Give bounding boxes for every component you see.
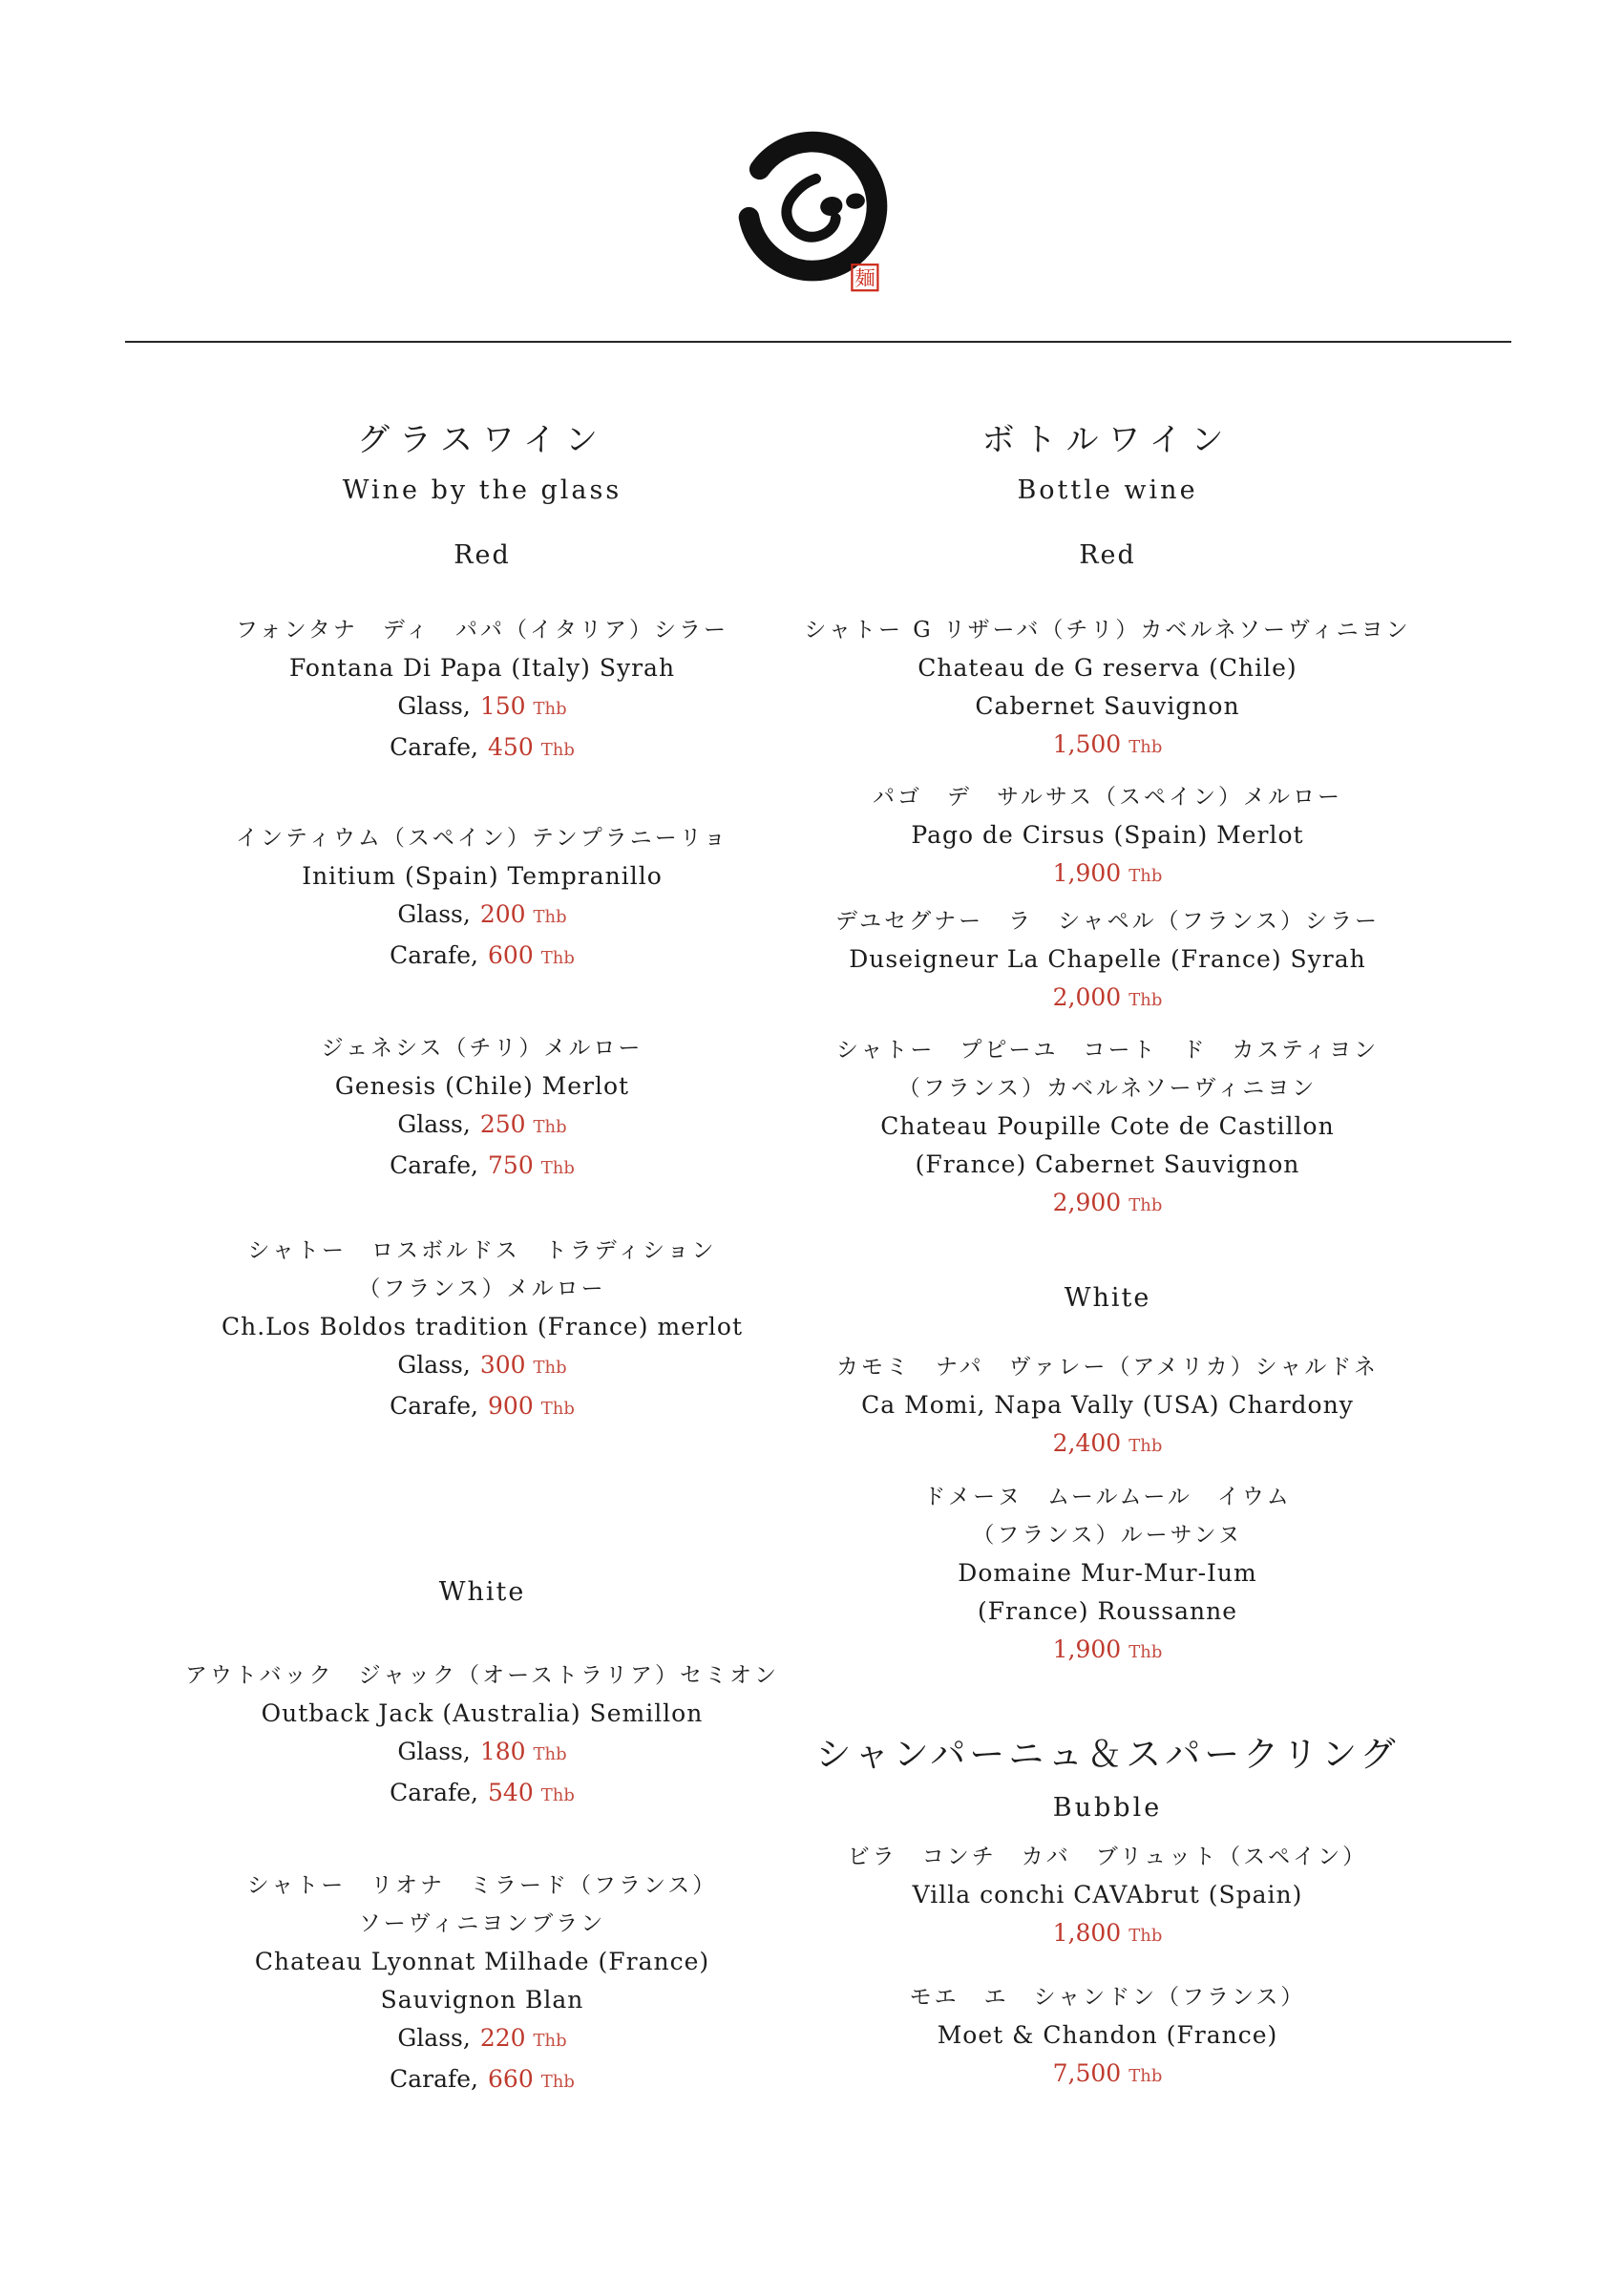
item-name-en: Pago de Cirsus (Spain) Merlot [911, 821, 1304, 849]
item-name-jp: ドメーヌ ムールムール イウム [923, 1485, 1292, 1509]
menu-item [129, 1029, 835, 1188]
bottle-red-heading: Red [1079, 540, 1136, 570]
glass-price-line [129, 2019, 835, 2060]
menu-item [759, 1478, 1456, 1672]
bottle-price: 1,800 [1052, 1919, 1122, 1947]
carafe-price-line [129, 1387, 835, 1428]
carafe-price: 660 [488, 2065, 534, 2093]
glass-label: Glass, [397, 900, 471, 928]
item-name-en: Chateau de G reserva (Chile) [917, 654, 1297, 682]
currency-label: Thb [1128, 990, 1163, 1010]
glass-title-jp: グラスワイン [357, 421, 607, 459]
menu-item [759, 902, 1456, 1020]
carafe-price: 750 [488, 1151, 534, 1179]
menu-item [759, 1978, 1456, 2096]
bottle-price-line [759, 2055, 1456, 2096]
glass-price-line [129, 1733, 835, 1774]
bottle-price-line [759, 1914, 1456, 1955]
glass-price-line [129, 1106, 835, 1147]
glass-label: Glass, [397, 2024, 471, 2052]
menu-item [129, 611, 835, 770]
item-name-en: (France) Roussanne [977, 1597, 1238, 1625]
carafe-label: Carafe, [390, 1779, 479, 1806]
carafe-price: 450 [488, 733, 534, 761]
glass-price: 150 [479, 692, 526, 720]
currency-label: Thb [1128, 737, 1163, 757]
item-name-jp: ジェネシス（チリ）メルロー [321, 1036, 643, 1061]
item-name-jp: シャトー プピーユ コート ド カスティヨン [835, 1038, 1380, 1063]
bottle-price-line [759, 726, 1456, 767]
currency-label: Thb [540, 1785, 575, 1805]
glass-price: 300 [479, 1351, 526, 1379]
item-name-jp: モエ エ シャンドン（フランス） [909, 1985, 1306, 2010]
currency-label: Thb [540, 1158, 575, 1178]
currency-label: Thb [1128, 866, 1163, 886]
item-name-en: Duseigneur La Chapelle (France) Syrah [849, 945, 1366, 973]
glass-label: Glass, [397, 692, 471, 720]
item-name-en: Ch.Los Boldos tradition (France) merlot [221, 1313, 743, 1340]
bottle-wine-column [759, 0, 1456, 2278]
bottle-price: 1,500 [1052, 730, 1122, 758]
currency-label: Thb [1128, 2066, 1163, 2086]
glass-label: Glass, [397, 1110, 471, 1138]
menu-item [759, 778, 1456, 896]
carafe-price-line [129, 1774, 835, 1815]
glass-price: 180 [479, 1738, 526, 1765]
item-name-en: Initium (Spain) Tempranillo [302, 862, 663, 890]
item-name-jp: デユセグナー ラ シャペル（フランス）シラー [835, 909, 1380, 934]
bottle-title-en: Bottle wine [1017, 475, 1198, 505]
item-name-en: Sauvignon Blan [380, 1986, 584, 2014]
item-name-jp: フォンタナ ディ パパ（イタリア）シラー [235, 618, 729, 643]
glass-red-heading: Red [453, 540, 511, 570]
item-name-jp: カモミ ナパ ヴァレー（アメリカ）シャルドネ [835, 1355, 1380, 1380]
carafe-price-line [129, 2060, 835, 2101]
currency-label: Thb [540, 740, 575, 760]
glass-label: Glass, [397, 1351, 471, 1379]
glass-title-en: Wine by the glass [342, 475, 622, 505]
carafe-price-line [129, 1147, 835, 1188]
item-name-jp: （フランス）カベルネソーヴィニヨン [897, 1076, 1318, 1101]
currency-label: Thb [1128, 1642, 1163, 1662]
glass-price: 250 [479, 1110, 526, 1138]
menu-item [129, 1656, 835, 1815]
item-name-jp: （フランス）ルーサンヌ [972, 1523, 1243, 1548]
carafe-label: Carafe, [390, 2065, 479, 2093]
currency-label: Thb [533, 1358, 567, 1378]
bottle-price: 2,400 [1052, 1429, 1122, 1457]
currency-label: Thb [533, 907, 567, 927]
item-name-jp: シャトー リオナ ミラード（フランス） [246, 1873, 718, 1898]
bubble-heading-jp: シャンパーニュ＆スパークリング [815, 1734, 1400, 1775]
item-name-en: (France) Cabernet Sauvignon [915, 1150, 1300, 1178]
currency-label: Thb [540, 1399, 575, 1419]
bubble-heading-en: Bubble [1052, 1793, 1163, 1823]
carafe-label: Carafe, [390, 733, 479, 761]
currency-label: Thb [533, 699, 567, 719]
item-name-en: Fontana Di Papa (Italy) Syrah [288, 654, 676, 682]
menu-item [129, 1232, 835, 1428]
item-name-jp: ソーヴィニヨンブラン [358, 1911, 606, 1936]
currency-label: Thb [533, 1744, 567, 1764]
glass-price: 220 [479, 2024, 526, 2052]
item-name-jp: インティウム（スペイン）テンプラニーリョ [235, 826, 729, 851]
carafe-price: 600 [488, 941, 534, 969]
glass-price-line [129, 1346, 835, 1387]
item-name-en: Genesis (Chile) Merlot [334, 1072, 630, 1100]
bubble-section-header [759, 1730, 1456, 1829]
carafe-price-line [129, 728, 835, 770]
bottle-price: 2,900 [1052, 1189, 1122, 1216]
glass-label: Glass, [397, 1738, 471, 1765]
menu-item [759, 1838, 1456, 1955]
item-name-en: Ca Momi, Napa Vally (USA) Chardony [861, 1391, 1354, 1419]
carafe-label: Carafe, [390, 1151, 479, 1179]
menu-item [759, 611, 1456, 767]
bottle-price: 2,000 [1052, 983, 1122, 1011]
currency-label: Thb [540, 2072, 575, 2092]
glass-price-line [129, 687, 835, 728]
bottle-column-header [759, 418, 1456, 512]
currency-label: Thb [533, 1117, 567, 1137]
item-name-jp: シャトー G リザーバ（チリ）カベルネソーヴィニヨン [804, 618, 1411, 643]
item-name-jp: ビラ コンチ カバ ブリュット（スペイン） [847, 1845, 1368, 1869]
currency-label: Thb [1128, 1926, 1163, 1946]
menu-item [129, 1867, 835, 2101]
glass-column-header [129, 418, 835, 512]
glass-price-line [129, 896, 835, 937]
item-name-jp: パゴ デ サルサス（スペイン）メルロー [873, 785, 1342, 810]
item-name-en: Outback Jack (Australia) Semillon [261, 1699, 704, 1727]
item-name-jp: シャトー ロスボルドス トラディション [247, 1238, 717, 1263]
currency-label: Thb [533, 2031, 567, 2051]
item-name-en: Villa conchi CAVAbrut (Spain) [912, 1881, 1303, 1909]
carafe-price: 540 [488, 1779, 534, 1806]
carafe-label: Carafe, [390, 941, 479, 969]
item-name-en: Domaine Mur-Mur-Ium [958, 1559, 1257, 1587]
bottle-price-line [759, 1184, 1456, 1225]
bottle-price-line [759, 854, 1456, 896]
bottle-title-jp: ボトルワイン [981, 421, 1234, 459]
bottle-price: 7,500 [1052, 2059, 1122, 2087]
item-name-en: Moet & Chandon (France) [937, 2021, 1278, 2049]
currency-label: Thb [540, 948, 575, 968]
item-name-en: Chateau Lyonnat Milhade (France) [254, 1948, 710, 1975]
carafe-price: 900 [488, 1392, 534, 1420]
currency-label: Thb [1128, 1195, 1163, 1215]
bottle-white-heading: White [1064, 1283, 1151, 1313]
carafe-label: Carafe, [390, 1392, 479, 1420]
bottle-price-line [759, 1424, 1456, 1466]
seal-stamp-character: 麺 [854, 266, 875, 291]
item-name-jp: アウトバック ジャック（オーストラリア）セミオン [185, 1663, 779, 1688]
item-name-en: Chateau Poupille Cote de Castillon [880, 1112, 1335, 1140]
item-name-en: Cabernet Sauvignon [975, 692, 1240, 720]
bottle-price-line [759, 979, 1456, 1020]
glass-white-heading: White [438, 1577, 526, 1607]
bottle-price: 1,900 [1052, 859, 1122, 887]
glass-price: 200 [479, 900, 526, 928]
bottle-price-line [759, 1631, 1456, 1672]
menu-item [129, 819, 835, 978]
bottle-price: 1,900 [1052, 1635, 1122, 1663]
carafe-price-line [129, 937, 835, 978]
menu-item [759, 1348, 1456, 1466]
item-name-jp: （フランス）メルロー [358, 1276, 606, 1301]
glass-wine-column [129, 0, 835, 2278]
currency-label: Thb [1128, 1436, 1163, 1456]
menu-item [759, 1031, 1456, 1225]
